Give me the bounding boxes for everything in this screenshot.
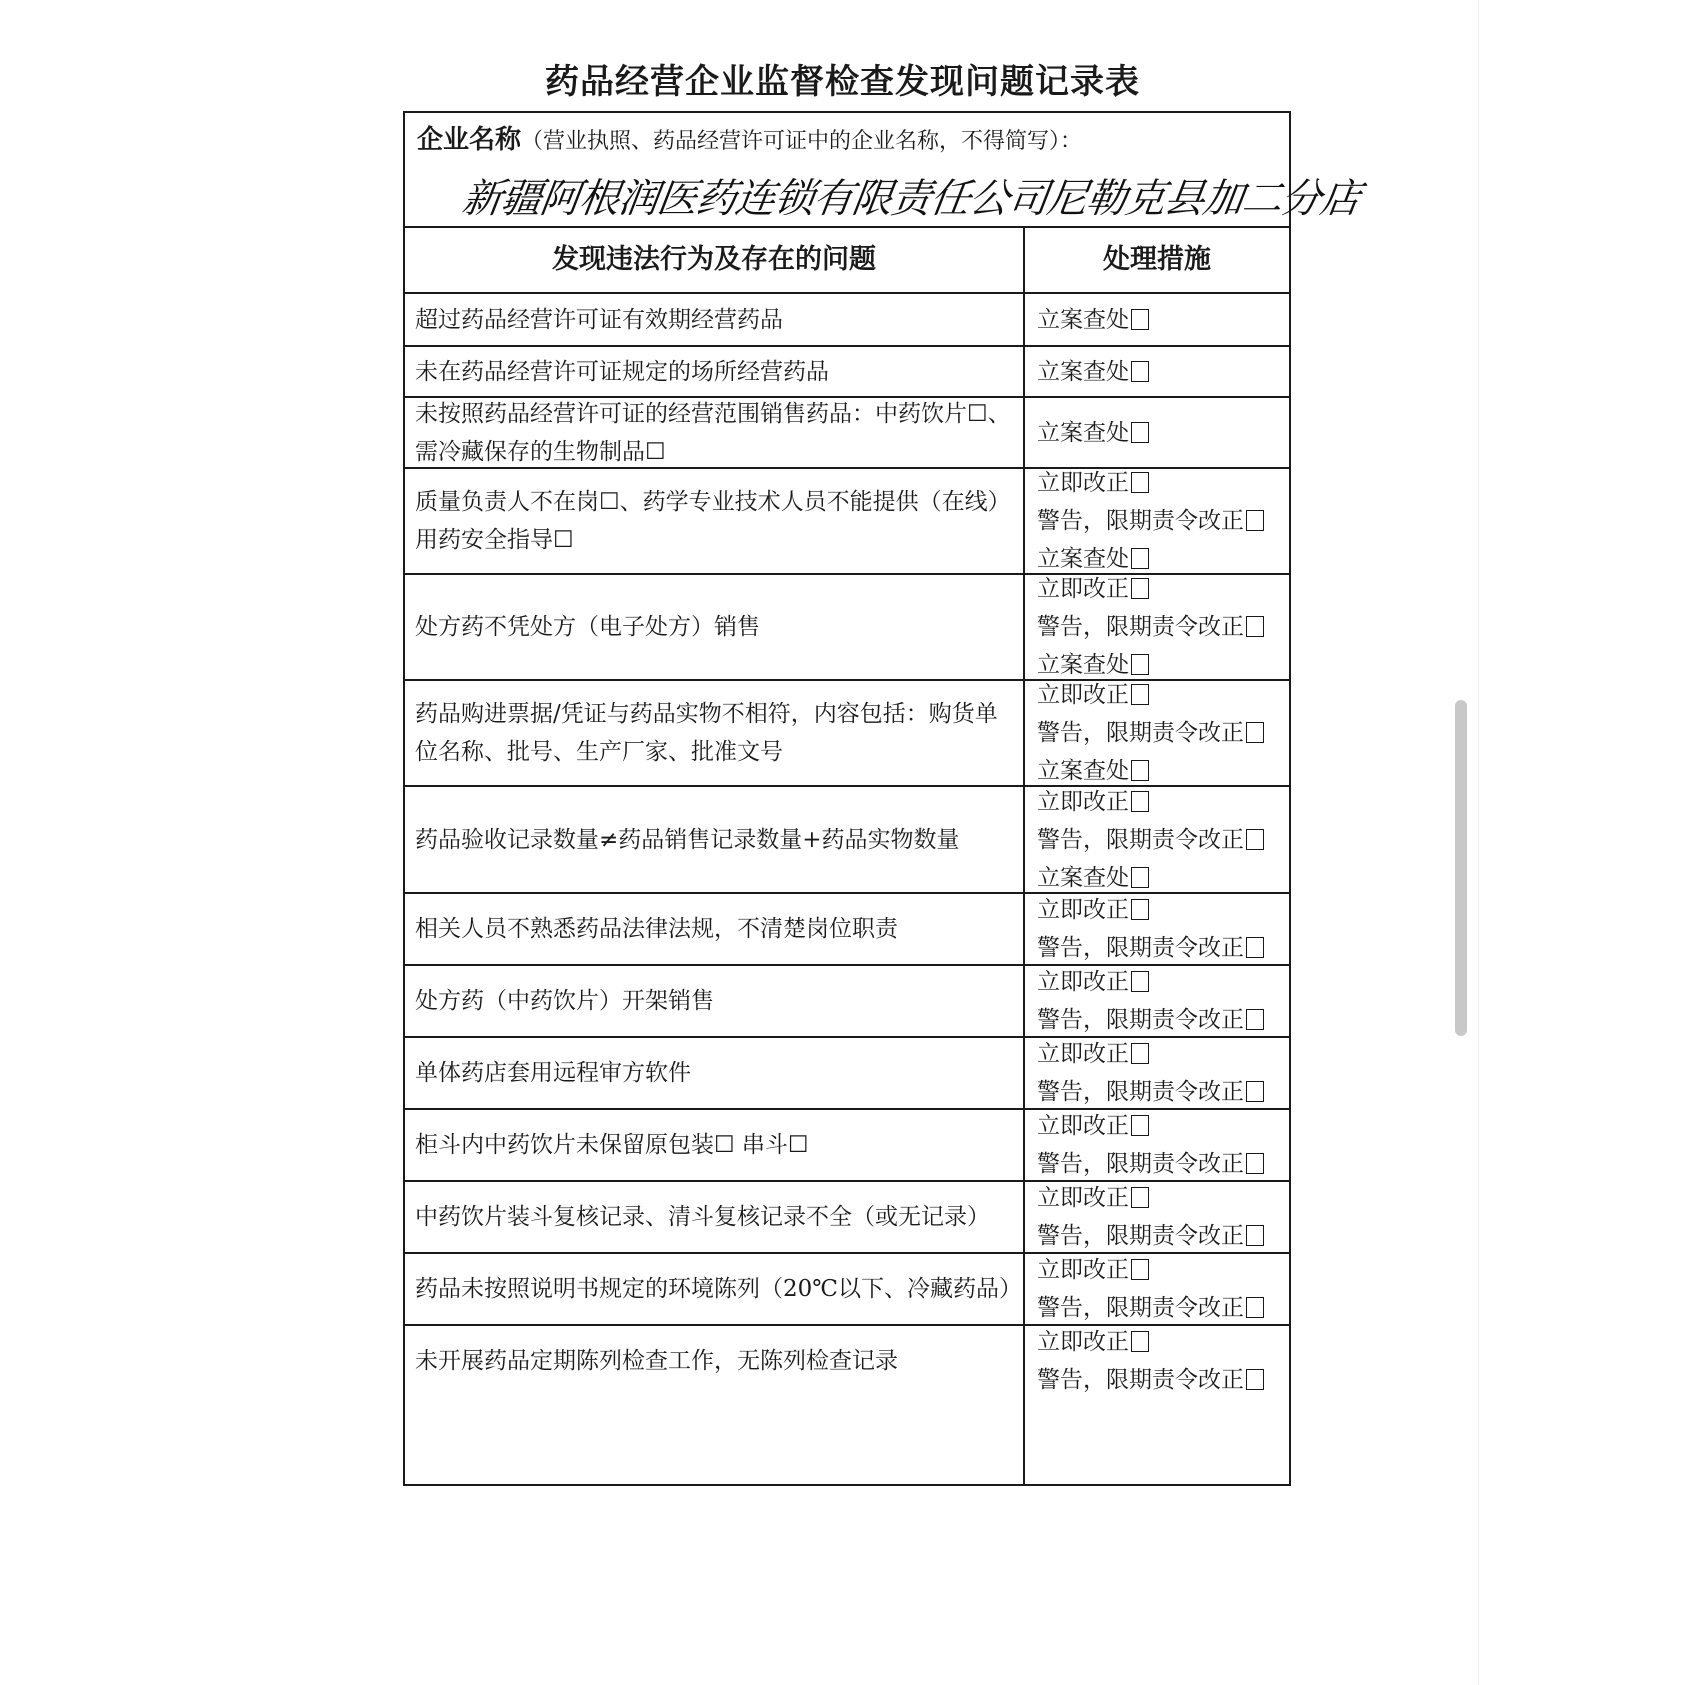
measure-option xyxy=(1037,1289,1287,1327)
measure-option xyxy=(1037,1179,1287,1217)
measure-label: 立即改正 xyxy=(1037,1328,1129,1355)
measure-checkbox[interactable] xyxy=(1131,791,1149,812)
measure-label: 立案查处 xyxy=(1037,758,1129,784)
measure-label: 警告，限期责令改正 xyxy=(1037,826,1244,853)
company-name-label-line xyxy=(417,119,1082,156)
measure-options xyxy=(1037,786,1287,893)
measure-checkbox[interactable] xyxy=(1246,1369,1264,1390)
issue-text: 药品购进票据/凭证与药品实物不相符，内容包括：购货单位名称、批号、生产厂家、批准文号 xyxy=(415,701,998,765)
measure-option xyxy=(1037,608,1287,646)
measure-checkbox[interactable] xyxy=(1131,1331,1149,1352)
measure-option xyxy=(1037,714,1287,752)
measure-label: 立即改正 xyxy=(1037,1185,1129,1211)
measure-label: 立案查处 xyxy=(1037,358,1129,385)
measure-option xyxy=(1037,414,1287,452)
company-name-cell xyxy=(405,113,1363,228)
measure-checkbox[interactable] xyxy=(1131,684,1149,705)
measure-label: 警告，限期责令改正 xyxy=(1037,1151,1244,1177)
scrollbar-thumb[interactable] xyxy=(1455,700,1467,1036)
measure-option xyxy=(1037,1001,1287,1039)
measure-label: 警告，限期责令改正 xyxy=(1037,1295,1244,1321)
measure-options xyxy=(1037,574,1287,680)
company-name-label: 企业名称 xyxy=(417,125,522,155)
measure-option xyxy=(1037,1361,1287,1399)
document-title: 药品经营企业监督检查发现问题记录表 xyxy=(545,62,1140,102)
measure-checkbox[interactable] xyxy=(1246,510,1264,531)
issue-text: 质量负责人不在岗☐、药学专业技术人员不能提供（在线）用药安全指导☐ xyxy=(415,489,1011,553)
measure-options xyxy=(1037,893,1287,965)
measure-checkbox[interactable] xyxy=(1131,654,1149,675)
table-row xyxy=(405,893,1289,965)
measure-label: 警告，限期责令改正 xyxy=(1037,935,1244,961)
issue-column-header: 发现违法行为及存在的问题 xyxy=(552,244,876,275)
measure-checkbox[interactable] xyxy=(1246,1153,1264,1174)
measure-checkbox[interactable] xyxy=(1131,1187,1149,1208)
measure-checkbox[interactable] xyxy=(1131,971,1149,992)
table-row xyxy=(405,294,1289,346)
measure-checkbox[interactable] xyxy=(1131,1259,1149,1280)
issue-text: 柜斗内中药饮片未保留原包装☐ 串斗☐ xyxy=(415,1132,809,1158)
issue-text: 药品验收记录数量≠药品销售记录数量+药品实物数量 xyxy=(415,826,960,853)
table-row xyxy=(405,468,1289,574)
table-row xyxy=(405,397,1289,468)
issue-text: 药品未按照说明书规定的环境陈列（20℃以下、冷藏药品） xyxy=(415,1276,1022,1302)
table-row xyxy=(405,1181,1289,1253)
measure-label: 立即改正 xyxy=(1037,1041,1129,1067)
measure-label: 立即改正 xyxy=(1037,897,1129,923)
measure-options xyxy=(1037,680,1287,786)
issue-text: 中药饮片装斗复核记录、清斗复核记录不全（或无记录） xyxy=(415,1204,990,1230)
table-row xyxy=(405,1109,1289,1181)
measure-option xyxy=(1037,570,1287,608)
measure-label: 警告，限期责令改正 xyxy=(1037,1079,1244,1105)
measure-checkbox[interactable] xyxy=(1131,548,1149,569)
measure-checkbox[interactable] xyxy=(1246,937,1264,958)
measure-checkbox[interactable] xyxy=(1131,361,1149,382)
measure-label: 立即改正 xyxy=(1037,1113,1129,1139)
measure-label: 立案查处 xyxy=(1037,652,1129,678)
measure-checkbox[interactable] xyxy=(1246,616,1264,637)
measure-checkbox[interactable] xyxy=(1131,1043,1149,1064)
measure-checkbox[interactable] xyxy=(1246,829,1264,850)
measure-option xyxy=(1037,1145,1287,1183)
measure-option xyxy=(1037,783,1287,821)
measure-options xyxy=(1037,1253,1287,1325)
measure-checkbox[interactable] xyxy=(1131,1115,1149,1136)
inspection-record-form xyxy=(403,111,1363,1486)
table-row xyxy=(405,1037,1289,1109)
measure-checkbox[interactable] xyxy=(1246,1081,1264,1102)
measure-option xyxy=(1037,1323,1287,1361)
issue-text: 未按照药品经营许可证的经营范围销售药品：中药饮片☐、需冷藏保存的生物制品☐ xyxy=(415,400,1011,465)
issue-text: 相关人员不熟悉药品法律法规，不清楚岗位职责 xyxy=(415,916,898,942)
measure-label: 立案查处 xyxy=(1037,419,1129,446)
measure-option xyxy=(1037,1217,1287,1255)
table-row xyxy=(405,1253,1289,1325)
measure-option xyxy=(1037,464,1287,502)
measure-label: 立案查处 xyxy=(1037,864,1129,891)
measure-checkbox[interactable] xyxy=(1131,760,1149,781)
measure-checkbox[interactable] xyxy=(1131,472,1149,493)
measure-checkbox[interactable] xyxy=(1131,422,1149,443)
measure-label: 立即改正 xyxy=(1037,470,1129,496)
company-name-handwritten: 新疆阿根润医药连锁有限责任公司尼勒克县加二分店 xyxy=(459,176,1363,222)
table-row xyxy=(405,1325,1289,1396)
measure-option xyxy=(1037,821,1287,859)
measure-label: 立案查处 xyxy=(1037,546,1129,572)
measure-option xyxy=(1037,1073,1287,1111)
measure-label: 警告，限期责令改正 xyxy=(1037,1007,1244,1033)
table-row xyxy=(405,786,1289,893)
measure-label: 警告，限期责令改正 xyxy=(1037,614,1244,640)
measure-options xyxy=(1037,1325,1287,1396)
measure-checkbox[interactable] xyxy=(1246,722,1264,743)
issue-text: 处方药（中药饮片）开架销售 xyxy=(415,988,714,1014)
measure-label: 立案查处 xyxy=(1037,307,1129,333)
issue-text: 超过药品经营许可证有效期经营药品 xyxy=(415,307,783,333)
measure-options xyxy=(1037,965,1287,1037)
measure-options xyxy=(1037,1109,1287,1181)
measure-checkbox[interactable] xyxy=(1246,1225,1264,1246)
measure-label: 警告，限期责令改正 xyxy=(1037,1366,1244,1393)
table-row xyxy=(405,346,1289,397)
measure-option xyxy=(1037,891,1287,929)
measure-label: 立即改正 xyxy=(1037,682,1129,708)
issue-text: 单体药店套用远程审方软件 xyxy=(415,1060,691,1086)
measure-option xyxy=(1037,502,1287,540)
table-row xyxy=(405,680,1289,786)
measure-option xyxy=(1037,353,1287,391)
measure-label: 立即改正 xyxy=(1037,576,1129,602)
issue-text: 处方药不凭处方（电子处方）销售 xyxy=(415,614,760,640)
measure-options xyxy=(1037,1037,1287,1109)
company-name-hint: （营业执照、药品经营许可证中的企业名称，不得简写）： xyxy=(521,129,1083,154)
measure-label: 警告，限期责令改正 xyxy=(1037,720,1244,746)
measure-label: 警告，限期责令改正 xyxy=(1037,508,1244,534)
measure-options xyxy=(1037,1181,1287,1253)
measure-checkbox[interactable] xyxy=(1131,578,1149,599)
table-row xyxy=(405,574,1289,680)
measure-label: 立即改正 xyxy=(1037,969,1129,995)
measure-option xyxy=(1037,963,1287,1001)
page-edge xyxy=(1478,0,1479,1685)
issue-text: 未开展药品定期陈列检查工作，无陈列检查记录 xyxy=(415,1347,898,1374)
measure-checkbox[interactable] xyxy=(1131,309,1149,330)
measure-column-header: 处理措施 xyxy=(1103,244,1211,275)
issue-text: 未在药品经营许可证规定的场所经营药品 xyxy=(415,358,829,385)
measure-option xyxy=(1037,1107,1287,1145)
measure-label: 警告，限期责令改正 xyxy=(1037,1223,1244,1249)
measure-option xyxy=(1037,1035,1287,1073)
measure-checkbox[interactable] xyxy=(1131,867,1149,888)
measure-options xyxy=(1037,294,1287,346)
measure-options xyxy=(1037,346,1287,397)
measure-checkbox[interactable] xyxy=(1131,899,1149,920)
measure-option xyxy=(1037,676,1287,714)
measure-option xyxy=(1037,1251,1287,1289)
table-row xyxy=(405,965,1289,1037)
measure-label: 立即改正 xyxy=(1037,788,1129,815)
measure-checkbox[interactable] xyxy=(1246,1009,1264,1030)
measure-checkbox[interactable] xyxy=(1246,1297,1264,1318)
measure-label: 立即改正 xyxy=(1037,1257,1129,1283)
measure-option xyxy=(1037,929,1287,967)
measure-options xyxy=(1037,397,1287,468)
measure-options xyxy=(1037,468,1287,574)
measure-option xyxy=(1037,301,1287,339)
